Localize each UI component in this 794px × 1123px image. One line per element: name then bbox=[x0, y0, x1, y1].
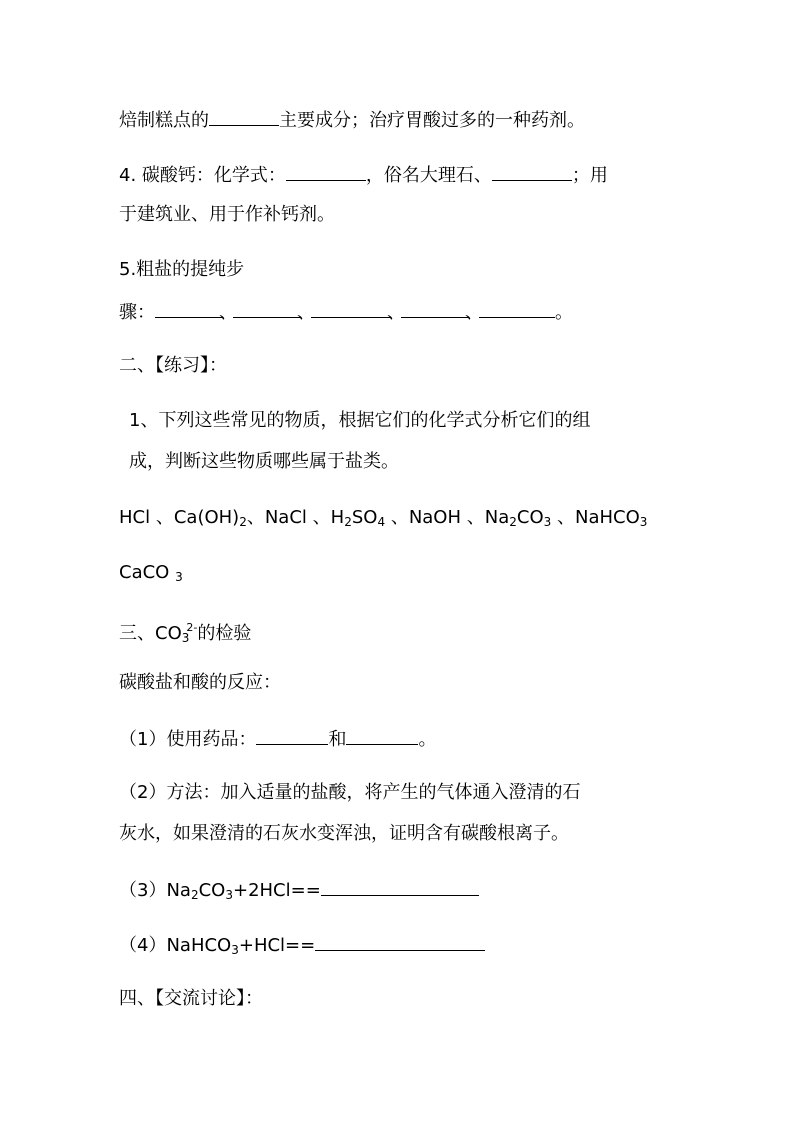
step-sep-2: 、 bbox=[297, 302, 315, 323]
formula-list bbox=[119, 506, 647, 534]
section-3-title: 三、$CO_3^{2-}$的检验 bbox=[119, 621, 252, 645]
step-2-line1 bbox=[119, 781, 580, 805]
item-4-continued: 于建筑业、用于作补钙剂。 bbox=[119, 204, 335, 225]
step-2-text: （2）方法：加入适量的盐酸，将产生的气体通入澄清的石 bbox=[119, 782, 581, 803]
step-1-prefix: （1）使用药品： bbox=[119, 729, 257, 750]
step-blank-5[interactable] bbox=[479, 299, 555, 318]
formula-naoh: NaOH bbox=[408, 507, 462, 528]
step-sep-1: 、 bbox=[219, 302, 237, 323]
step-sep-3: 、 bbox=[387, 302, 405, 323]
formula-caoh2: $Ca(OH)_2$ bbox=[173, 507, 247, 529]
formula-h2so4: $H_2SO_4$ bbox=[330, 507, 386, 529]
section-2-heading bbox=[119, 354, 227, 378]
bake-blank[interactable] bbox=[209, 107, 279, 126]
equation-blank-3[interactable] bbox=[321, 877, 479, 896]
question-1-line1 bbox=[129, 409, 590, 433]
formula-sep: 、 bbox=[390, 507, 409, 528]
formula-sep: 、 bbox=[557, 507, 576, 528]
item-5-line2 bbox=[119, 299, 573, 325]
step-blank-4[interactable] bbox=[401, 299, 469, 318]
formula-sep: 、 bbox=[312, 507, 331, 528]
bake-prefix: 焙制糕点的 bbox=[119, 110, 209, 131]
section-4-heading bbox=[119, 987, 263, 1011]
item-4-line1 bbox=[119, 162, 608, 188]
baking-soda-line bbox=[119, 107, 585, 133]
formula-sep: 、 bbox=[246, 507, 265, 528]
caco3-formula-blank[interactable] bbox=[286, 162, 366, 181]
question-1-continued: 成，判断这些物质哪些属于盐类。 bbox=[129, 451, 399, 472]
reagent-blank-1[interactable] bbox=[256, 726, 328, 745]
step-end: 。 bbox=[555, 302, 573, 323]
formula-caco3-line bbox=[119, 561, 183, 589]
step-4-line bbox=[119, 932, 485, 962]
item-5-line1 bbox=[119, 258, 244, 282]
step-4-equation: （4）NaHCO$_3$+HCl== bbox=[119, 935, 316, 957]
formula-sep: 、 bbox=[155, 507, 174, 528]
item-4-middle: ，俗名大理石、 bbox=[365, 165, 492, 186]
section-2-title: 二、【练习】： bbox=[119, 355, 227, 376]
section-3-intro-text: 碳酸盐和酸的反应： bbox=[119, 672, 281, 693]
step-3-line bbox=[119, 877, 479, 907]
formula-hcl: HCl bbox=[119, 507, 151, 528]
step-blank-2[interactable] bbox=[233, 299, 301, 318]
item-4-prefix: 4. 碳酸钙：化学式： bbox=[119, 165, 286, 186]
step-2-line2 bbox=[119, 822, 569, 846]
item-4-suffix: ；用 bbox=[571, 165, 608, 186]
bake-suffix: 主要成分；治疗胃酸过多的一种药剂。 bbox=[279, 110, 585, 131]
formula-nacl: NaCl bbox=[264, 507, 307, 528]
step-1-end: 。 bbox=[418, 729, 437, 750]
item-5-heading: 5.粗盐的提纯步 bbox=[119, 259, 245, 280]
formula-caco3: CaCO $_3$ bbox=[119, 562, 183, 584]
step-3-equation: $(3)Na_2CO_3+2HCl==$ bbox=[119, 880, 321, 902]
item-5-prefix: 骤： bbox=[119, 302, 155, 323]
item-4-line2 bbox=[119, 203, 335, 227]
step-1-line bbox=[119, 726, 436, 752]
section-3-heading bbox=[119, 616, 251, 650]
step-sep-4: 、 bbox=[465, 302, 483, 323]
formula-sep: 、 bbox=[466, 507, 485, 528]
equation-blank-4[interactable] bbox=[315, 932, 485, 951]
section-4-title: 四、【交流讨论】： bbox=[119, 988, 263, 1009]
formula-na2co3: $Na_2CO_3$ bbox=[484, 507, 552, 529]
step-blank-1[interactable] bbox=[155, 299, 223, 318]
caco3-common-name-blank[interactable] bbox=[492, 162, 572, 181]
step-1-and: 和 bbox=[328, 729, 347, 750]
step-blank-3[interactable] bbox=[311, 299, 391, 318]
reagent-blank-2[interactable] bbox=[346, 726, 418, 745]
section-3-intro bbox=[119, 671, 281, 695]
step-2-continued: 灰水，如果澄清的石灰水变浑浊，证明含有碳酸根离子。 bbox=[119, 823, 569, 844]
question-1-line2 bbox=[129, 450, 399, 474]
question-1-text: 1、下列这些常见的物质，根据它们的化学式分析它们的组 bbox=[129, 410, 591, 431]
formula-nahco3: NaHCO$_3$ bbox=[575, 507, 648, 529]
